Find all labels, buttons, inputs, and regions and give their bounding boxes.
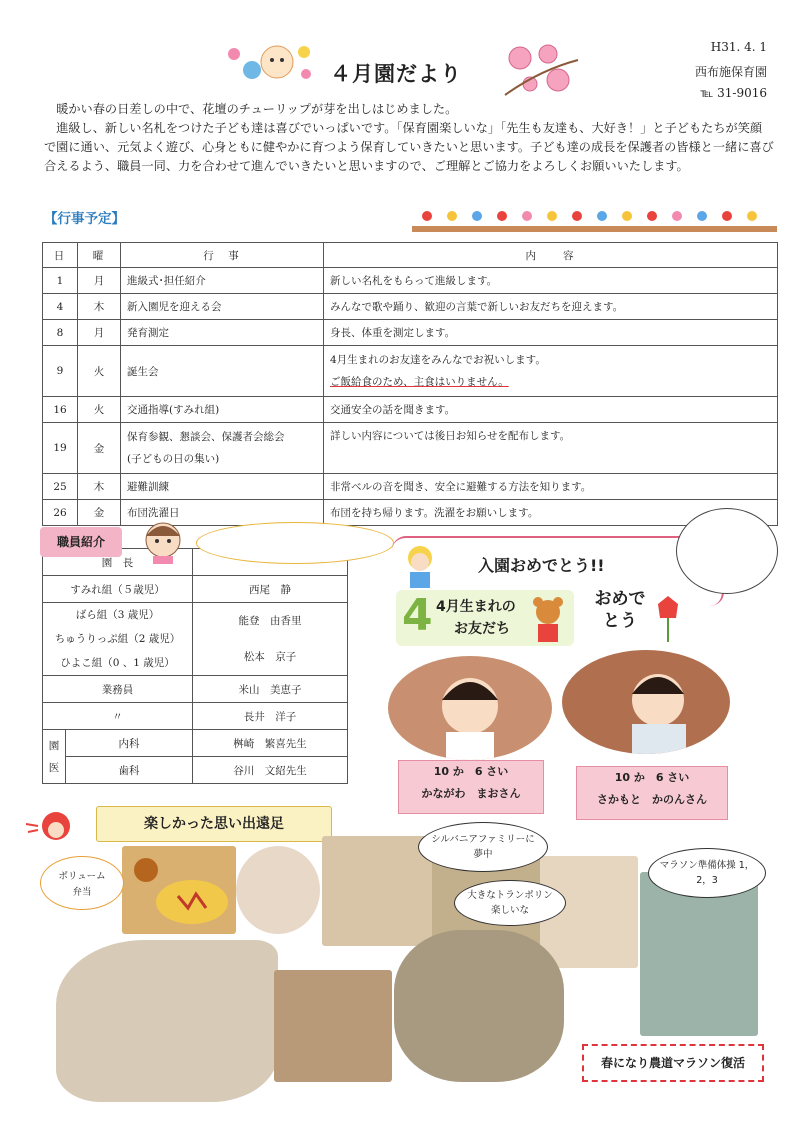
child-name-card: [398, 760, 544, 814]
col-detail: 内 容: [324, 243, 778, 268]
cell-day: 25: [43, 474, 78, 500]
col-dow: 曜: [78, 243, 121, 268]
detail-note: ご飯給食のため、主食はいりません。: [330, 376, 509, 388]
col-event: 行 事: [121, 243, 324, 268]
mascot-icon: [22, 806, 82, 846]
omedetou-text: おめでとう: [594, 589, 646, 631]
schedule-table: [42, 242, 778, 526]
caption-sylvanian: シルバニアファミリーに夢中: [431, 834, 535, 860]
table-row: [43, 397, 778, 423]
table-row: [43, 474, 778, 500]
memory-photo: [236, 846, 320, 934]
flowers-deco-left: [222, 40, 317, 90]
bday-title-1: 4月生まれの: [436, 599, 516, 615]
child-age: 10 か 6 さい: [433, 765, 509, 778]
caption-bento: ボリューム弁当: [58, 871, 106, 898]
cell-dept: 内科: [66, 730, 193, 757]
cloud-bubble: [676, 508, 778, 594]
table-row: [43, 294, 778, 320]
cell-name: 西尾 静: [193, 576, 348, 603]
cell-name: 谷川 文紹先生: [193, 757, 348, 784]
cell-role: すみれ組（５歳児）: [43, 576, 193, 603]
cell-detail: 身長、体重を測定します。: [324, 320, 778, 346]
bday-title-2: お友だち: [454, 621, 510, 637]
cell-dow: 月: [78, 268, 121, 294]
cell-detail: [324, 346, 778, 397]
cell-dow: 木: [78, 294, 121, 320]
bear-icon: [528, 594, 568, 644]
table-header-row: [43, 243, 778, 268]
bday-big-4: 4: [402, 590, 433, 641]
cell-dow: 金: [78, 423, 121, 474]
schedule-section-title: 【行事予定】: [44, 211, 125, 227]
cell-role: 園 長: [43, 549, 193, 576]
cell-detail: 交通安全の話を聞きます。: [324, 397, 778, 423]
cell-day: 16: [43, 397, 78, 423]
cell-dow: 月: [78, 320, 121, 346]
table-row: [43, 676, 348, 703]
staff-table: [42, 548, 348, 784]
cell-role: 〃: [43, 703, 193, 730]
teacher-avatar: [140, 518, 186, 564]
role-line: ちゅうりっぷ組（2 歳児）: [54, 633, 181, 645]
speech-bubble: [196, 522, 394, 564]
memories-banner: [96, 806, 332, 842]
cell-dow: 火: [78, 397, 121, 423]
child-photo: [388, 656, 552, 760]
caption-bubble: [40, 856, 124, 910]
org-tel: ℡ 31-9016: [700, 86, 767, 100]
tulip-border-deco: [412, 206, 777, 234]
cell-name: [193, 603, 348, 676]
staff-tag: 職員紹介: [40, 527, 122, 557]
cell-event: 布団洗濯日: [121, 500, 324, 526]
role-line: ひよこ組（0 、1 歳児）: [60, 657, 175, 669]
child-photo: [562, 650, 730, 754]
page-title: ４月園だより: [330, 62, 462, 86]
table-row: [43, 576, 348, 603]
table-row: [43, 320, 778, 346]
child-name: さかもと かのんさん: [597, 793, 707, 806]
memory-photo: [56, 940, 278, 1102]
table-row: [43, 603, 348, 676]
revival-label: [582, 1044, 764, 1082]
cell-role: 業務員: [43, 676, 193, 703]
cell-detail: みんなで歌や踊り、歓迎の言葉で新しいお友だちを迎えます。: [324, 294, 778, 320]
caption-bubble: [648, 848, 766, 898]
caption-marathon: マラソン準備体操 1，2，3: [659, 860, 755, 886]
cell-dow: 火: [78, 346, 121, 397]
cell-day: 26: [43, 500, 78, 526]
child-age: 10 か 6 さい: [614, 771, 690, 784]
kids-icon: [400, 540, 440, 590]
intro-paragraph: 進級し、新しい名札をつけた子ども達は喜びでいっぱいです。「保育園楽しいな」「先生も友達も、大好き！」と子どもたちが笑顔で園に通い、元気よく遊び、心身ともに健やかに育つよう保育していきたいと思います。子ども達の成長を保護者の皆様と一緒に喜び合えるよう、職員一同、力を合わせて進んでいきたいと思いますので、ご理解とご協力をよろしくお願いいたします。: [44, 121, 774, 173]
table-row: [43, 730, 348, 757]
intro-text: [44, 100, 774, 176]
name-line: 能登 由香里: [238, 615, 302, 627]
cell-dow: 木: [78, 474, 121, 500]
intro-paragraph: 暖かい春の日差しの中で、花壇のチューリップが芽を出しはじめました。: [56, 102, 458, 116]
memory-photo: [274, 970, 392, 1082]
caption-trampoline: 大きなトランポリン楽しいな: [467, 890, 553, 916]
child-name: かながわ まおさん: [421, 787, 521, 800]
cell-detail: 新しい名札をもらって進級します。: [324, 268, 778, 294]
table-row: [43, 757, 348, 784]
caption-bubble: [418, 822, 548, 872]
cell-name: 桝崎 繁喜先生: [193, 730, 348, 757]
cell-role: [43, 603, 193, 676]
cell-event: 新入園児を迎える会: [121, 294, 324, 320]
doctor-label-char: 医: [48, 761, 60, 774]
cell-event: 避難訓練: [121, 474, 324, 500]
table-row: [43, 423, 778, 474]
caption-bubble: [454, 880, 566, 926]
welcome-title: 入園おめでとう!!: [478, 556, 605, 575]
cell-event: 発育測定: [121, 320, 324, 346]
child-name-card: [576, 766, 728, 820]
event-line: (子どもの日の集い): [127, 453, 220, 465]
doctor-label-char: 園: [48, 739, 60, 752]
cell-name: 長井 洋子: [193, 703, 348, 730]
caption-revival: 春になり農道マラソン復活: [600, 1056, 745, 1070]
memories-title: 楽しかった思い出遠足: [144, 816, 284, 832]
role-line: ばら組（3 歳児）: [75, 609, 160, 621]
cell-day: 19: [43, 423, 78, 474]
cell-detail: 詳しい内容については後日お知らせを配布します。: [324, 423, 778, 474]
col-day: 日: [43, 243, 78, 268]
cell-day: 9: [43, 346, 78, 397]
event-line: 保育参観、懇談会、保護者会総会: [127, 431, 285, 443]
table-row: [43, 268, 778, 294]
lunch-photo: [122, 846, 236, 934]
cell-day: 1: [43, 268, 78, 294]
cell-event: [121, 423, 324, 474]
tulip-icon: [650, 594, 686, 644]
detail-line: 4月生まれのお友達をみんなでお祝いします。: [330, 354, 546, 366]
cell-event: 進級式･担任紹介: [121, 268, 324, 294]
issue-date: H31. 4. 1: [710, 40, 767, 54]
org-name: 西布施保育園: [694, 65, 767, 79]
memory-photo: [394, 930, 564, 1082]
table-row: [43, 346, 778, 397]
birthday-banner: [396, 590, 574, 646]
cell-detail: 布団を持ち帰ります。洗濯をお願いします。: [324, 500, 778, 526]
cell-dept: 歯科: [66, 757, 193, 784]
cell-dow: 金: [78, 500, 121, 526]
table-row: [43, 703, 348, 730]
cell-event: 誕生会: [121, 346, 324, 397]
name-line: 松本 京子: [243, 651, 297, 663]
cell-day: 8: [43, 320, 78, 346]
cell-event: 交通指導(すみれ組): [121, 397, 324, 423]
cell-detail: 非常ベルの音を聞き、安全に避難する方法を知ります。: [324, 474, 778, 500]
omedetou-badge: [592, 588, 688, 648]
cell-day: 4: [43, 294, 78, 320]
doctor-label: [43, 730, 66, 784]
sakura-deco: [500, 40, 580, 98]
cell-name: 米山 美恵子: [193, 676, 348, 703]
